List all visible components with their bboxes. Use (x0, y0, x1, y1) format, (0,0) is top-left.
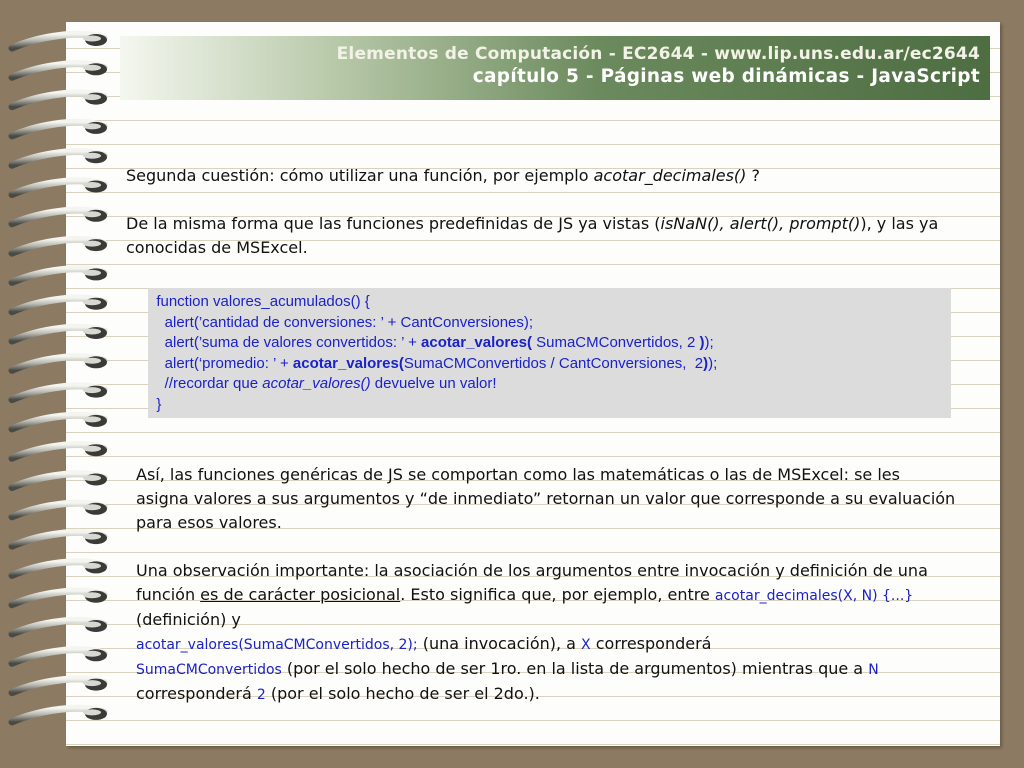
spiral-highlight (83, 299, 101, 305)
spiral-highlight (83, 65, 101, 71)
spiral-highlight (83, 153, 101, 159)
spiral-highlight (83, 182, 101, 188)
spiral-highlight (83, 534, 101, 540)
spiral-highlight (83, 446, 101, 452)
code-line: } (148, 395, 162, 413)
underlined-phrase: es de carácter posicional (200, 585, 401, 604)
spiral-highlight (83, 622, 101, 628)
spiral-highlight (83, 329, 101, 335)
code-inline: X (581, 637, 591, 653)
code-line: alert(‘promedio: ’ + acotar_valores(SumaCMConvertidos / CantConversiones, 2)); (148, 354, 718, 372)
question-suffix: ? (746, 166, 760, 185)
course-title: Elementos de Computación - EC2644 - www.lip.uns.edu.ar/ec2644 (336, 44, 980, 64)
question-function: acotar_decimales() (593, 166, 747, 185)
spiral-highlight (83, 592, 101, 598)
spiral-highlight (83, 563, 101, 569)
spiral-highlight (83, 358, 101, 364)
spiral-highlight (83, 123, 101, 129)
code-inline: N (868, 662, 879, 678)
code-block (148, 288, 951, 418)
code-inline: 2 (256, 687, 266, 703)
paragraph-positional-args: Una observación importante: la asociación de los argumentos entre invocación y definición de una función es de carácter posicional. Esto significa que, por ejemplo, entre acotar_decimales(X, N) {...} (definición) y acotar_valores(SumaCMConvertidos, 2); (una invocación), a X corresponderá SumaCMConvertidos (por el solo hecho de ser 1ro. en la lista de argumentos) mientras que a N corresponderá 2 (por el solo hecho de ser el 2do.). (136, 561, 928, 703)
code-inline: acotar_valores(SumaCMConvertidos, 2); (136, 637, 418, 653)
code-inline: acotar_decimales(X, N) {...} (714, 588, 914, 604)
intro-part-b: ), y las ya conocidas de MSExcel. (126, 214, 939, 257)
spiral-highlight (83, 680, 101, 686)
spiral-highlight (83, 504, 101, 510)
title-banner (120, 36, 990, 100)
spiral-highlight (83, 36, 101, 42)
question-text (126, 164, 986, 188)
spiral-highlight (83, 211, 101, 217)
spiral-highlight (83, 94, 101, 100)
spiral-highlight (83, 709, 101, 715)
question-prefix: Segunda cuestión: cómo utilizar una función, por ejemplo (126, 166, 594, 185)
spiral-highlight (83, 241, 101, 247)
intro-text (126, 212, 986, 260)
code-line: alert(’cantidad de conversiones: ’ + CantConversiones); (148, 313, 534, 331)
code-line: function valores_acumulados() { (148, 293, 370, 310)
spiral-binding (0, 0, 120, 768)
spiral-highlight (83, 416, 101, 422)
spiral-highlight (83, 270, 101, 276)
spiral-highlight (83, 387, 101, 393)
paragraph-generic-functions: Así, las funciones genéricas de JS se comportan como las matemáticas o las de MSExcel: se les asigna valores a sus argumentos y “de inmediato” retornan un valor que corresponde a su evaluación para esos valores. (136, 465, 956, 532)
spiral-highlight (83, 651, 101, 657)
intro-part-a: De la misma forma que las funciones predefinidas de JS ya vistas ( (126, 214, 661, 233)
spiral-highlight (83, 475, 101, 481)
chapter-title: capítulo 5 - Páginas web dinámicas - JavaScript (472, 66, 980, 87)
code-inline: SumaCMConvertidos (136, 662, 282, 678)
code-line: alert(’suma de valores convertidos: ’ + acotar_valores( SumaCMConvertidos, 2 )); (148, 334, 714, 352)
code-line: //recordar que acotar_valores() devuelve un valor! (148, 375, 497, 393)
intro-functions: isNaN(), alert(), prompt() (660, 214, 861, 233)
